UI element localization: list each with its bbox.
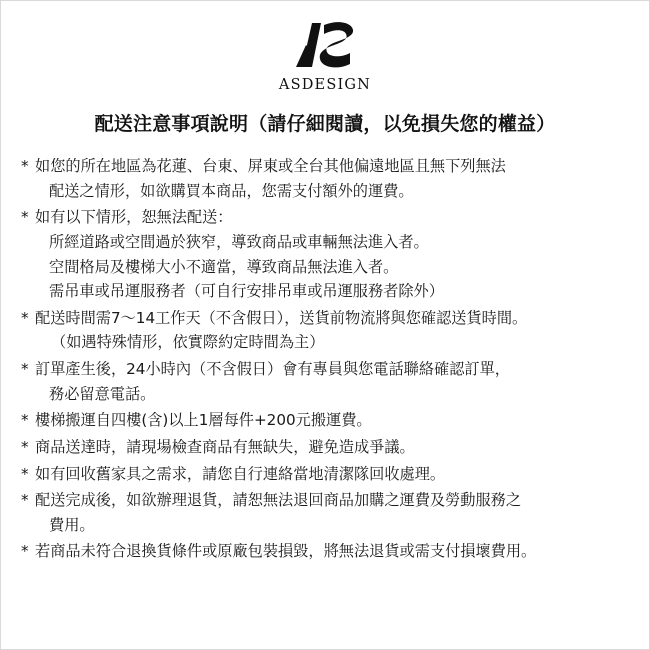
as-monogram-icon (294, 21, 356, 69)
note-body (35, 462, 631, 487)
note-item (21, 488, 631, 537)
note-bullet: * (21, 491, 29, 510)
note-line: 配送時間需7～14工作天（不含假日），送貨前物流將與您確認送貨時間。 (35, 308, 528, 327)
note-line: 商品送達時，請現場檢查商品有無缺失，避免造成爭議。 (35, 437, 415, 456)
note-item (21, 154, 631, 203)
note-line: 空間格局及樓梯大小不適當，導致商品無法進入者。 (49, 257, 399, 276)
note-body (35, 306, 631, 355)
note-body (35, 357, 631, 406)
note-item (21, 408, 631, 433)
note-bullet: * (21, 437, 29, 456)
note-body (35, 539, 631, 564)
note-item (21, 205, 631, 304)
note-line: 如有以下情形，恕無法配送： (35, 208, 233, 227)
note-bullet: * (21, 464, 29, 483)
note-item (21, 357, 631, 406)
note-item (21, 539, 631, 564)
note-line: 費用。 (49, 515, 95, 534)
note-line: 如有回收舊家具之需求，請您自行連絡當地清潔隊回收處理。 (35, 464, 446, 483)
note-line: 配送之情形，如欲購買本商品，您需支付額外的運費。 (49, 181, 414, 200)
note-line: （如遇特殊情形，依實際約定時間為主） (51, 333, 325, 352)
note-bullet: * (21, 308, 29, 327)
note-item (21, 306, 631, 355)
brand-logo (1, 1, 649, 93)
note-body (35, 435, 631, 460)
note-bullet: * (21, 157, 29, 175)
note-line: 如您的所在地區為花蓮、台東、屏東或全台其他偏遠地區且無下列無法 (35, 157, 506, 175)
note-line: 需吊車或吊運服務者（可自行安排吊車或吊運服務者除外） (49, 282, 444, 301)
note-line: 所經道路或空間過於狹窄，導致商品或車輛無法進入者。 (49, 232, 429, 251)
note-line: 若商品未符合退換貨條件或原廠包裝損毀，將無法退貨或需支付損壞費用。 (35, 542, 537, 561)
page-title: 配送注意事項說明（請仔細閱讀，以免損失您的權益） (94, 113, 556, 135)
note-bullet: * (21, 208, 29, 227)
note-line: 務必留意電話。 (49, 384, 156, 403)
note-body (35, 408, 631, 433)
note-bullet: * (21, 542, 29, 561)
note-bullet: * (21, 360, 29, 378)
note-line: 配送完成後，如欲辦理退貨，請恕無法退回商品加購之運費及勞動服務之 (35, 491, 521, 510)
brand-wordmark: ASDESIGN (278, 77, 372, 93)
notes-list (21, 154, 631, 564)
note-bullet: * (21, 411, 29, 430)
note-body (35, 154, 631, 203)
note-item (21, 435, 631, 460)
note-line: 樓梯搬運自四樓(含)以上1層每件+200元搬運費。 (35, 411, 372, 430)
note-line: 訂單產生後，24小時內（不含假日）會有專員與您電話聯絡確認訂單， (35, 360, 510, 378)
note-body (35, 205, 631, 304)
note-item (21, 462, 631, 487)
note-body (35, 488, 631, 537)
